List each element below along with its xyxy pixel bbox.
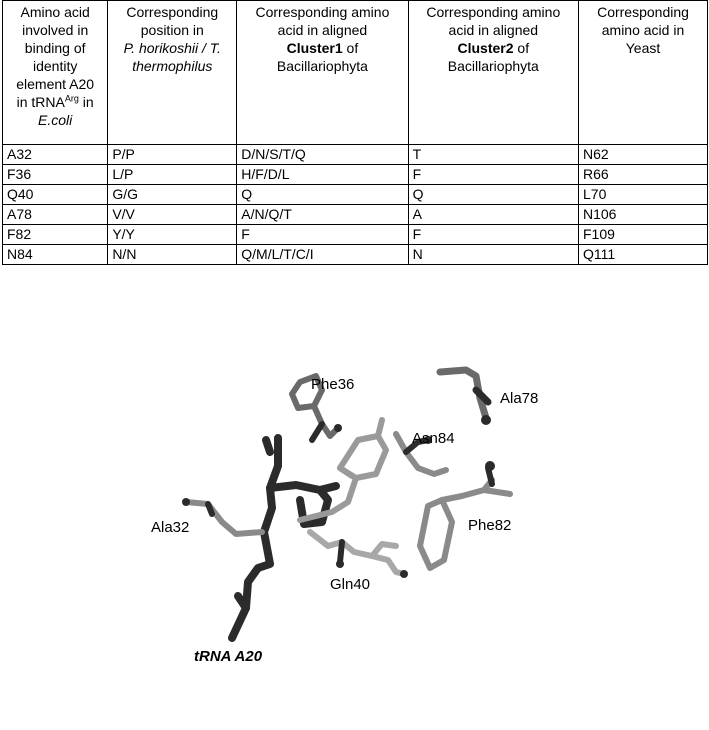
cell-ph-tt: N/N xyxy=(108,245,237,265)
cell-ph-tt: P/P xyxy=(108,145,237,165)
table-row xyxy=(3,165,708,185)
cell-ecoli: A32 xyxy=(3,145,108,165)
cell-ph-tt: L/P xyxy=(108,165,237,185)
cell-ecoli: F36 xyxy=(3,165,108,185)
ala32-model xyxy=(186,502,262,534)
table-row xyxy=(3,185,708,205)
header-yeast: Corresponding amino acid in Yeast xyxy=(579,1,708,145)
header-ecoli: Amino acid involved in binding of identity element A20 in tRNA$^{Arg}$ in E.coli xyxy=(3,1,108,145)
header-cluster1: Corresponding amino acid in aligned Cluster1 of Bacillariophyta xyxy=(237,1,408,145)
cell-cluster1: Q xyxy=(237,185,408,205)
cell-yeast: F109 xyxy=(579,225,708,245)
cell-cluster2: T xyxy=(408,145,578,165)
cell-yeast: N106 xyxy=(579,205,708,225)
table-row xyxy=(3,205,708,225)
cell-ecoli: N84 xyxy=(3,245,108,265)
binding-site-structure xyxy=(0,290,709,690)
cell-cluster1: Q/M/L/T/C/I xyxy=(237,245,408,265)
gln40-model xyxy=(310,532,404,574)
cell-ph-tt: V/V xyxy=(108,205,237,225)
table-row xyxy=(3,225,708,245)
cell-cluster2: F xyxy=(408,165,578,185)
table-row xyxy=(3,245,708,265)
cell-yeast: L70 xyxy=(579,185,708,205)
label-ala78: Ala78 xyxy=(500,390,539,407)
cell-cluster2: N xyxy=(408,245,578,265)
header-ph-tt: Corresponding position in P. horikoshii / T. thermophilus xyxy=(108,1,237,145)
label-trna-a20: tRNA A20 xyxy=(194,648,263,665)
label-asn84: Asn84 xyxy=(412,430,455,447)
cell-cluster1: F xyxy=(237,225,408,245)
label-ala32: Ala32 xyxy=(151,519,190,536)
residue-comparison-table xyxy=(2,0,708,265)
cell-cluster2: Q xyxy=(408,185,578,205)
cell-cluster1: H/F/D/L xyxy=(237,165,408,185)
label-gln40: Gln40 xyxy=(330,576,371,593)
cell-cluster2: F xyxy=(408,225,578,245)
cell-yeast: R66 xyxy=(579,165,708,185)
cell-cluster1: A/N/Q/T xyxy=(237,205,408,225)
table-row xyxy=(3,145,708,165)
cell-cluster1: D/N/S/T/Q xyxy=(237,145,408,165)
ala78-model xyxy=(440,370,488,418)
cell-ph-tt: Y/Y xyxy=(108,225,237,245)
header-cluster2: Corresponding amino acid in aligned Cluster2 of Bacillariophyta xyxy=(408,1,578,145)
cell-yeast: N62 xyxy=(579,145,708,165)
cell-cluster2: A xyxy=(408,205,578,225)
cell-ecoli: Q40 xyxy=(3,185,108,205)
label-phe82: Phe82 xyxy=(468,517,512,534)
cell-ecoli: F82 xyxy=(3,225,108,245)
cell-yeast: Q111 xyxy=(579,245,708,265)
cell-ph-tt: G/G xyxy=(108,185,237,205)
table-header-row xyxy=(3,1,708,145)
cell-ecoli: A78 xyxy=(3,205,108,225)
label-phe36: Phe36 xyxy=(311,376,355,393)
